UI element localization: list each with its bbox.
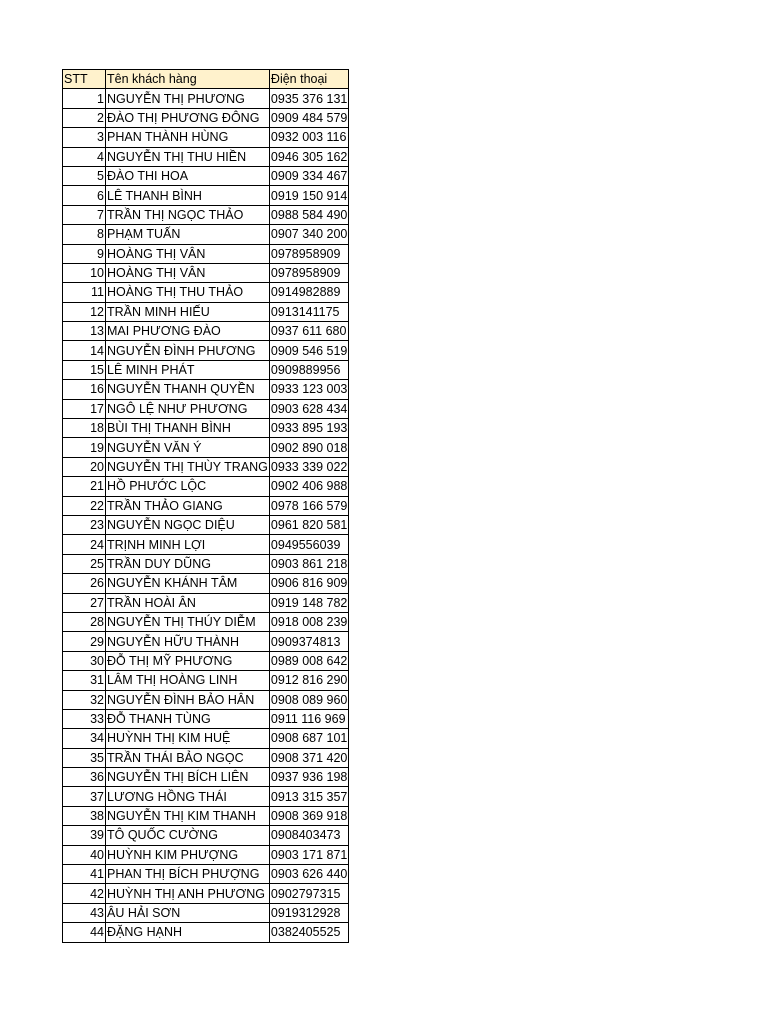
row-stt-cell[interactable]: 37 [63, 787, 106, 806]
row-customer-name-cell[interactable]: NGUYỄN THỊ THÙY TRANG [106, 457, 270, 476]
row-phone-cell[interactable]: 0903 861 218 [269, 554, 348, 573]
row-phone-cell[interactable]: 0908 371 420 [269, 748, 348, 767]
row-phone-cell[interactable]: 0933 895 193 [269, 419, 348, 438]
row-phone-cell[interactable]: 0949556039 [269, 535, 348, 554]
row-customer-name-cell[interactable]: HOÀNG THỊ VÂN [106, 263, 270, 282]
table-row [63, 360, 349, 379]
customer-table [62, 69, 349, 943]
row-phone-cell[interactable]: 0913141175 [269, 302, 348, 321]
row-customer-name-cell[interactable]: NGUYỄN VĂN Ý [106, 438, 270, 457]
row-phone-cell[interactable]: 0961 820 581 [269, 515, 348, 534]
row-customer-name-cell[interactable]: NGUYỄN HỮU THÀNH [106, 632, 270, 651]
table-row [63, 283, 349, 302]
row-customer-name-cell[interactable]: TRẦN HOÀI ÂN [106, 593, 270, 612]
row-stt-cell[interactable]: 6 [63, 186, 106, 205]
table-row [63, 419, 349, 438]
row-customer-name-cell[interactable]: HỒ PHƯỚC LỘC [106, 477, 270, 496]
row-stt-cell[interactable]: 25 [63, 554, 106, 573]
row-phone-cell[interactable]: 0908 089 960 [269, 690, 348, 709]
row-phone-cell[interactable]: 0909 334 467 [269, 166, 348, 185]
table-row [63, 884, 349, 903]
row-stt-cell[interactable]: 10 [63, 263, 106, 282]
row-customer-name-cell[interactable]: ĐẶNG HẠNH [106, 923, 270, 942]
row-phone-cell[interactable]: 0903 628 434 [269, 399, 348, 418]
table-row [63, 302, 349, 321]
row-stt-cell[interactable]: 3 [63, 128, 106, 147]
table-row [63, 263, 349, 282]
row-phone-cell[interactable]: 0902797315 [269, 884, 348, 903]
row-phone-cell[interactable]: 0919312928 [269, 903, 348, 922]
row-stt-cell[interactable]: 28 [63, 612, 106, 631]
row-stt-cell[interactable]: 18 [63, 419, 106, 438]
table-row [63, 108, 349, 127]
row-phone-cell[interactable]: 0932 003 116 [269, 128, 348, 147]
table-row [63, 205, 349, 224]
row-customer-name-cell[interactable]: NGUYỄN NGỌC DIỆU [106, 515, 270, 534]
row-stt-cell[interactable]: 35 [63, 748, 106, 767]
row-phone-cell[interactable]: 0907 340 200 [269, 225, 348, 244]
row-phone-cell[interactable]: 0935 376 131 [269, 89, 348, 108]
header-stt[interactable]: STT [63, 70, 106, 89]
row-customer-name-cell[interactable]: NGUYỄN THỊ THU HIỀN [106, 147, 270, 166]
row-stt-cell[interactable]: 32 [63, 690, 106, 709]
row-phone-cell[interactable]: 0914982889 [269, 283, 348, 302]
row-customer-name-cell[interactable]: HOÀNG THỊ VÂN [106, 244, 270, 263]
table-row [63, 593, 349, 612]
row-stt-cell[interactable]: 38 [63, 806, 106, 825]
table-row [63, 515, 349, 534]
row-stt-cell[interactable]: 2 [63, 108, 106, 127]
row-phone-cell[interactable]: 0908 369 918 [269, 806, 348, 825]
row-customer-name-cell[interactable]: TRẦN MINH HIẾU [106, 302, 270, 321]
row-stt-cell[interactable]: 30 [63, 651, 106, 670]
row-stt-cell[interactable]: 8 [63, 225, 106, 244]
table-row [63, 612, 349, 631]
row-phone-cell[interactable]: 0946 305 162 [269, 147, 348, 166]
row-phone-cell[interactable]: 0978958909 [269, 263, 348, 282]
table-header [63, 70, 349, 89]
row-stt-cell[interactable]: 22 [63, 496, 106, 515]
row-stt-cell[interactable]: 4 [63, 147, 106, 166]
row-stt-cell[interactable]: 42 [63, 884, 106, 903]
row-stt-cell[interactable]: 12 [63, 302, 106, 321]
table-row [63, 322, 349, 341]
row-stt-cell[interactable]: 29 [63, 632, 106, 651]
row-phone-cell[interactable]: 0919 150 914 [269, 186, 348, 205]
row-customer-name-cell[interactable]: NGUYỄN THANH QUYỀN [106, 380, 270, 399]
table-row [63, 438, 349, 457]
table-row [63, 709, 349, 728]
row-phone-cell[interactable]: 0909 546 519 [269, 341, 348, 360]
table-row [63, 574, 349, 593]
row-stt-cell[interactable]: 15 [63, 360, 106, 379]
row-phone-cell[interactable]: 0919 148 782 [269, 593, 348, 612]
row-customer-name-cell[interactable]: TRẦN THẢO GIANG [106, 496, 270, 515]
row-stt-cell[interactable]: 13 [63, 322, 106, 341]
row-customer-name-cell[interactable]: PHAN THÀNH HÙNG [106, 128, 270, 147]
row-phone-cell[interactable]: 0912 816 290 [269, 671, 348, 690]
table-row [63, 806, 349, 825]
row-stt-cell[interactable]: 16 [63, 380, 106, 399]
table-row [63, 128, 349, 147]
row-stt-cell[interactable]: 24 [63, 535, 106, 554]
table-row [63, 225, 349, 244]
row-phone-cell[interactable]: 0933 123 003 [269, 380, 348, 399]
row-customer-name-cell[interactable]: LƯƠNG HỒNG THÁI [106, 787, 270, 806]
header-row [63, 70, 349, 89]
row-stt-cell[interactable]: 44 [63, 923, 106, 942]
row-stt-cell[interactable]: 33 [63, 709, 106, 728]
row-customer-name-cell[interactable]: TRẦN THỊ NGỌC THẢO [106, 205, 270, 224]
table-row [63, 341, 349, 360]
table-row [63, 554, 349, 573]
row-stt-cell[interactable]: 14 [63, 341, 106, 360]
row-phone-cell[interactable]: 0903 626 440 [269, 865, 348, 884]
table-row [63, 89, 349, 108]
row-stt-cell[interactable]: 5 [63, 166, 106, 185]
row-stt-cell[interactable]: 34 [63, 729, 106, 748]
row-phone-cell[interactable]: 0902 406 988 [269, 477, 348, 496]
row-phone-cell[interactable]: 0906 816 909 [269, 574, 348, 593]
table-row [63, 535, 349, 554]
table-row [63, 147, 349, 166]
row-stt-cell[interactable]: 23 [63, 515, 106, 534]
row-stt-cell[interactable]: 11 [63, 283, 106, 302]
row-customer-name-cell[interactable]: HUỲNH THỊ ANH PHƯƠNG [106, 884, 270, 903]
row-stt-cell[interactable]: 43 [63, 903, 106, 922]
row-customer-name-cell[interactable]: NGUYỄN THỊ BÍCH LIÊN [106, 768, 270, 787]
table-row [63, 787, 349, 806]
row-stt-cell[interactable]: 20 [63, 457, 106, 476]
row-stt-cell[interactable]: 9 [63, 244, 106, 263]
row-customer-name-cell[interactable]: MAI PHƯƠNG ĐÀO [106, 322, 270, 341]
table-row [63, 380, 349, 399]
row-phone-cell[interactable]: 0909374813 [269, 632, 348, 651]
table-row [63, 690, 349, 709]
row-customer-name-cell[interactable]: TRỊNH MINH LỢI [106, 535, 270, 554]
row-phone-cell[interactable]: 0913 315 357 [269, 787, 348, 806]
row-customer-name-cell[interactable]: HUỲNH KIM PHƯỢNG [106, 845, 270, 864]
row-customer-name-cell[interactable]: LÊ THANH BÌNH [106, 186, 270, 205]
row-stt-cell[interactable]: 39 [63, 826, 106, 845]
table-row [63, 826, 349, 845]
row-phone-cell[interactable]: 0911 116 969 [269, 709, 348, 728]
row-stt-cell[interactable]: 31 [63, 671, 106, 690]
row-phone-cell[interactable]: 0382405525 [269, 923, 348, 942]
table-row [63, 244, 349, 263]
table-row [63, 923, 349, 942]
row-customer-name-cell[interactable]: NGUYỄN ĐÌNH BẢO HÂN [106, 690, 270, 709]
table-row [63, 477, 349, 496]
table-body [63, 89, 349, 942]
table-row [63, 186, 349, 205]
row-stt-cell[interactable]: 19 [63, 438, 106, 457]
table-row [63, 845, 349, 864]
row-phone-cell[interactable]: 0903 171 871 [269, 845, 348, 864]
table-row [63, 496, 349, 515]
row-stt-cell[interactable]: 26 [63, 574, 106, 593]
row-customer-name-cell[interactable]: PHAN THỊ BÍCH PHƯỢNG [106, 865, 270, 884]
row-stt-cell[interactable]: 40 [63, 845, 106, 864]
row-stt-cell[interactable]: 36 [63, 768, 106, 787]
row-customer-name-cell[interactable]: PHẠM TUẤN [106, 225, 270, 244]
table-row [63, 632, 349, 651]
table-row [63, 865, 349, 884]
row-customer-name-cell[interactable]: NGUYỄN THỊ THÚY DIỄM [106, 612, 270, 631]
row-phone-cell[interactable]: 0978 166 579 [269, 496, 348, 515]
row-customer-name-cell[interactable]: NGUYỄN THỊ KIM THANH [106, 806, 270, 825]
table-row [63, 166, 349, 185]
row-phone-cell[interactable]: 0908 687 101 [269, 729, 348, 748]
row-stt-cell[interactable]: 21 [63, 477, 106, 496]
row-customer-name-cell[interactable]: TRẦN DUY DŨNG [106, 554, 270, 573]
row-customer-name-cell[interactable]: NGÔ LỆ NHƯ PHƯƠNG [106, 399, 270, 418]
row-stt-cell[interactable]: 7 [63, 205, 106, 224]
row-customer-name-cell[interactable]: NGUYỄN ĐÌNH PHƯƠNG [106, 341, 270, 360]
row-phone-cell[interactable]: 0902 890 018 [269, 438, 348, 457]
row-phone-cell[interactable]: 0918 008 239 [269, 612, 348, 631]
row-phone-cell[interactable]: 0988 584 490 [269, 205, 348, 224]
row-phone-cell[interactable]: 0989 008 642 [269, 651, 348, 670]
row-customer-name-cell[interactable]: ĐÀO THỊ PHƯƠNG ĐÔNG [106, 108, 270, 127]
row-customer-name-cell[interactable]: LÊ MINH PHÁT [106, 360, 270, 379]
header-customer-name[interactable]: Tên khách hàng [106, 70, 270, 89]
row-stt-cell[interactable]: 41 [63, 865, 106, 884]
table-row [63, 671, 349, 690]
row-customer-name-cell[interactable]: BÙI THỊ THANH BÌNH [106, 419, 270, 438]
row-phone-cell[interactable]: 0909889956 [269, 360, 348, 379]
header-phone[interactable]: Điện thoại [269, 70, 348, 89]
row-customer-name-cell[interactable]: ÂU HẢI SƠN [106, 903, 270, 922]
row-customer-name-cell[interactable]: HUỲNH THỊ KIM HUỆ [106, 729, 270, 748]
table-row [63, 729, 349, 748]
row-phone-cell[interactable]: 0908403473 [269, 826, 348, 845]
row-customer-name-cell[interactable]: HOÀNG THỊ THU THẢO [106, 283, 270, 302]
row-phone-cell[interactable]: 0933 339 022 [269, 457, 348, 476]
table-row [63, 903, 349, 922]
row-phone-cell[interactable]: 0978958909 [269, 244, 348, 263]
row-phone-cell[interactable]: 0937 611 680 [269, 322, 348, 341]
row-customer-name-cell[interactable]: ĐÀO THI HOA [106, 166, 270, 185]
table-row [63, 748, 349, 767]
table-row [63, 768, 349, 787]
row-customer-name-cell[interactable]: NGUYỄN THỊ PHƯƠNG [106, 89, 270, 108]
row-stt-cell[interactable]: 1 [63, 89, 106, 108]
row-customer-name-cell[interactable]: LÂM THỊ HOÀNG LINH [106, 671, 270, 690]
row-customer-name-cell[interactable]: TÔ QUỐC CƯỜNG [106, 826, 270, 845]
row-customer-name-cell[interactable]: TRẦN THÁI BẢO NGỌC [106, 748, 270, 767]
row-stt-cell[interactable]: 27 [63, 593, 106, 612]
row-customer-name-cell[interactable]: ĐỖ THANH TÙNG [106, 709, 270, 728]
row-phone-cell[interactable]: 0937 936 198 [269, 768, 348, 787]
row-customer-name-cell[interactable]: NGUYỄN KHÁNH TÂM [106, 574, 270, 593]
row-customer-name-cell[interactable]: ĐỖ THỊ MỸ PHƯƠNG [106, 651, 270, 670]
table-row [63, 651, 349, 670]
row-phone-cell[interactable]: 0909 484 579 [269, 108, 348, 127]
row-stt-cell[interactable]: 17 [63, 399, 106, 418]
table-row [63, 457, 349, 476]
table-row [63, 399, 349, 418]
